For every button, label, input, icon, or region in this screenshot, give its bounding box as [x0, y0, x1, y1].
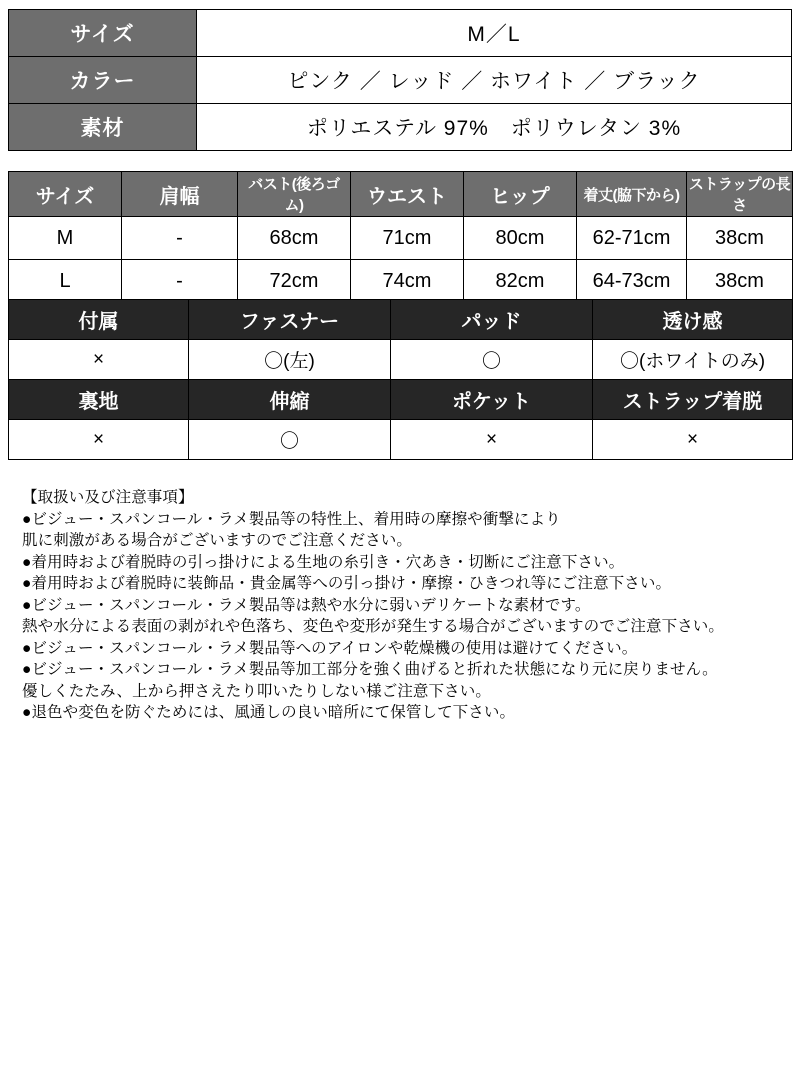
spec-label-color: カラー — [9, 57, 197, 104]
care-instructions-title: 【取扱い及び注意事項】 — [22, 489, 194, 506]
care-instructions-line: 肌に刺激がある場合がございますのでご注意ください。 — [22, 532, 413, 549]
measurement-cell: 38cm — [687, 260, 793, 303]
measurement-cell: - — [122, 217, 238, 260]
feature-header-accessory: 付属 — [9, 300, 189, 340]
care-instructions-line: ●ビジュー・スパンコール・ラメ製品等は熱や水分に弱いデリケートな素材です。 — [22, 596, 591, 614]
table-header-row — [9, 172, 793, 217]
measurement-cell: L — [9, 260, 122, 303]
feature-header-sheerness: 透け感 — [593, 300, 793, 340]
spec-label-size: サイズ — [9, 10, 197, 57]
feature-value-strap-detach: × — [593, 420, 793, 460]
feature-header-strap-detach: ストラップ着脱 — [593, 380, 793, 420]
table-row — [9, 217, 793, 260]
measurement-header-size: サイズ — [9, 172, 122, 217]
measurement-cell: M — [9, 217, 122, 260]
measurement-header-hip: ヒップ — [464, 172, 577, 217]
measurement-header-strap: ストラップの長さ — [687, 172, 793, 217]
feature-header-pocket: ポケット — [391, 380, 593, 420]
table-row — [9, 10, 792, 57]
feature-value-pocket: × — [391, 420, 593, 460]
care-instructions — [22, 487, 782, 724]
measurement-cell: 38cm — [687, 217, 793, 260]
table-row — [9, 420, 793, 460]
measurement-header-bust: バスト(後ろゴム) — [238, 172, 351, 217]
care-instructions-line: 優しくたたみ、上から押さえたり叩いたりしない様ご注意下さい。 — [22, 682, 491, 700]
feature-header-stretch: 伸縮 — [189, 380, 391, 420]
feature-table — [8, 299, 793, 460]
feature-value-sheerness: 〇(ホワイトのみ) — [593, 340, 793, 380]
feature-value-lining: × — [9, 420, 189, 460]
measurement-cell: 72cm — [238, 260, 351, 303]
spec-value-material: ポリエステル 97% ポリウレタン 3% — [197, 104, 792, 151]
measurement-table — [8, 171, 793, 303]
measurement-cell: 80cm — [464, 217, 577, 260]
measurement-cell: 82cm — [464, 260, 577, 303]
care-instructions-line: 熱や水分による表面の剥がれや色落ち、変色や変形が発生する場合がございますのでご注意下さい。 — [22, 618, 725, 635]
spec-label-material: 素材 — [9, 104, 197, 151]
measurement-header-length: 着丈(脇下から) — [577, 172, 687, 217]
table-header-row — [9, 380, 793, 420]
spec-table — [8, 9, 792, 151]
feature-header-zipper: ファスナー — [189, 300, 391, 340]
measurement-cell: 74cm — [351, 260, 464, 303]
table-row — [9, 104, 792, 151]
spec-value-size: M／L — [197, 10, 792, 57]
table-row — [9, 260, 793, 303]
table-row — [9, 57, 792, 104]
feature-header-pad: パッド — [391, 300, 593, 340]
care-instructions-line: ●退色や変色を防ぐためには、風通しの良い暗所にて保管して下さい。 — [22, 704, 516, 721]
care-instructions-line: ●着用時および着脱時の引っ掛けによる生地の糸引き・穴あき・切断にご注意下さい。 — [22, 553, 625, 571]
table-header-row — [9, 300, 793, 340]
feature-value-pad: 〇 — [391, 340, 593, 380]
feature-value-stretch: 〇 — [189, 420, 391, 460]
measurement-cell: 62-71cm — [577, 217, 687, 260]
care-instructions-line: ●着用時および着脱時に装飾品・貴金属等への引っ掛け・摩擦・ひきつれ等にご注意下さい。 — [22, 575, 672, 592]
care-instructions-line: ●ビジュー・スパンコール・ラメ製品等加工部分を強く曲げると折れた状態になり元に戻りません。 — [22, 661, 718, 678]
measurement-cell: 71cm — [351, 217, 464, 260]
feature-value-accessory: × — [9, 340, 189, 380]
care-instructions-line: ●ビジュー・スパンコール・ラメ製品等へのアイロンや乾燥機の使用は避けてください。 — [22, 639, 638, 657]
care-instructions-line: ●ビジュー・スパンコール・ラメ製品等の特性上、着用時の摩擦や衝撃により — [22, 510, 561, 528]
measurement-header-shoulder: 肩幅 — [122, 172, 238, 217]
measurement-cell: - — [122, 260, 238, 303]
measurement-cell: 64-73cm — [577, 260, 687, 303]
feature-value-zipper: 〇(左) — [189, 340, 391, 380]
feature-header-lining: 裏地 — [9, 380, 189, 420]
table-row — [9, 340, 793, 380]
measurement-header-waist: ウエスト — [351, 172, 464, 217]
measurement-cell: 68cm — [238, 217, 351, 260]
spec-value-color: ピンク ／ レッド ／ ホワイト ／ ブラック — [197, 57, 792, 104]
